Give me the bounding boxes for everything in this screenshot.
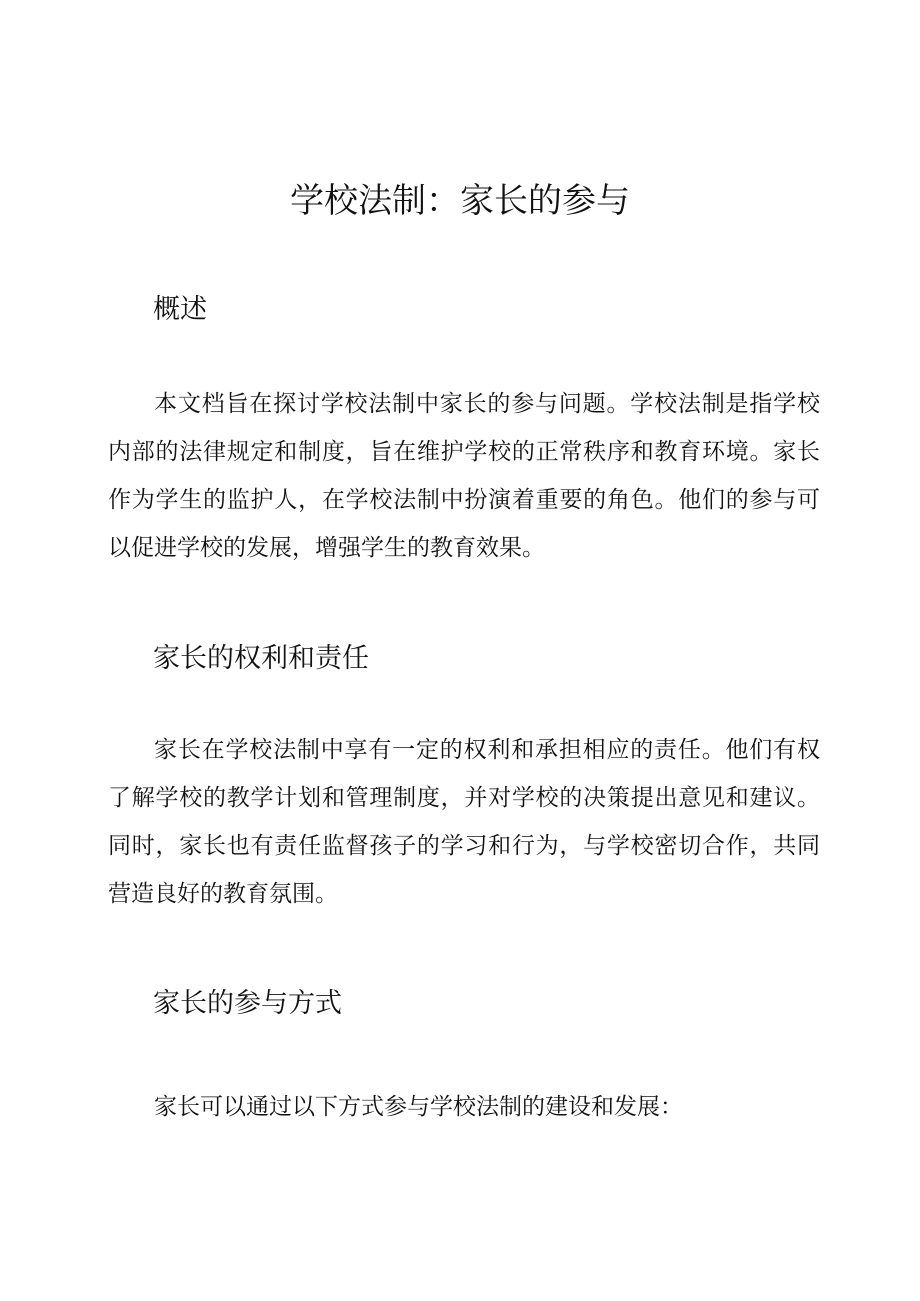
section-paragraph-participation-methods: 家长可以通过以下方式参与学校法制的建设和发展： bbox=[154, 1094, 683, 1120]
section-heading-participation-methods: 家长的参与方式 bbox=[153, 988, 342, 1019]
section-paragraph-overview: 本文档旨在探讨学校法制中家长的参与问题。学校法制是指学校内部的法律规定和制度，旨在维护学校的正常秩序和教育环境。家长作为学生的监护人，在学校法制中扮演着重要的角色。他们的参与可以促进学校的发展，增强学生的教育效果。 bbox=[108, 391, 820, 561]
document-title: 学校法制：家长的参与 bbox=[290, 181, 630, 221]
section-heading-rights-responsibilities: 家长的权利和责任 bbox=[153, 643, 369, 674]
section-paragraph-rights-responsibilities: 家长在学校法制中享有一定的权利和承担相应的责任。他们有权了解学校的教学计划和管理制度，并对学校的决策提出意见和建议。同时，家长也有责任监督孩子的学习和行为，与学校密切合作，共同营造良好的教育氛围。 bbox=[108, 737, 820, 907]
section-heading-overview: 概述 bbox=[153, 294, 207, 325]
